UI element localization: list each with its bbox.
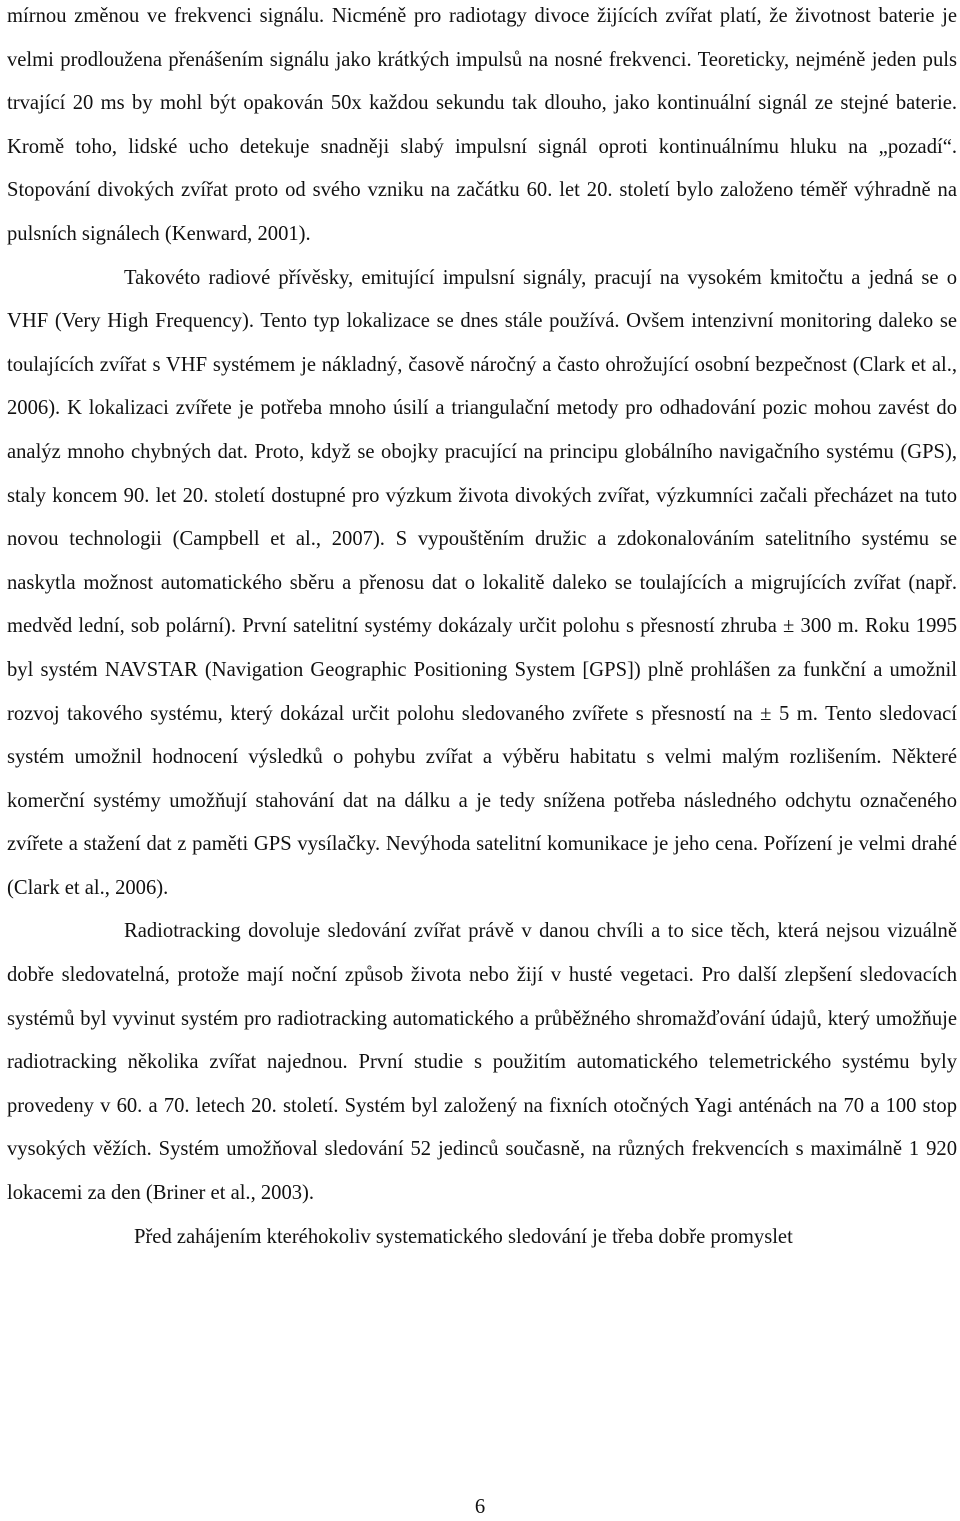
paragraph-radiotracking: Radiotracking dovoluje sledování zvířat právě v danou chvíli a to sice těch, která nejsou vizuálně dobře sledovatelná, protože mají noční způsob života nebo žijí v husté vegetaci. Pro další zlepšení sledovacích systémů byl vyvinut systém pro radiotracking automatického a průběžného shromažďování údajů, který umožňuje radiotracking několika zvířat najednou. První studie s použitím automatického telemetrického systému byly provedeny v 60. a 70. letech 20. století. Systém byl založený na fixních otočných Yagi anténách na 70 a 100 stop vysokých věžích. Systém umožňoval sledování 52 jedinců současně, na různých frekvencích s maximálně 1 920 lokacemi za den (Briner et al., 2003). (7, 920, 957, 1205)
page-number: 6 (474, 1496, 486, 1518)
body-text (7, 0, 957, 1259)
paragraph-radio-tags: Takovéto radiové přívěsky, emitující impulsní signály, pracují na vysokém kmitočtu a jedná se o VHF (Very High Frequency). Tento typ lokalizace se dnes stále používá. Ovšem intenzivní monitoring daleko se toulajících zvířat s VHF systémem je nákladný, časově náročný a často ohrožující osobní bezpečnost (Clark et al., 2006). K lokalizaci zvířete je potřeba mnoho úsilí a triangulační metody pro odhadování pozic mohou zavést do analýz mnoho chybných dat. Proto, když se obojky pracující na principu globálního navigačního systému (GPS), staly koncem 90. let 20. století dostupné pro výzkum života divokých zvířat, výzkumníci začali přecházet na tuto novou technologii (Campbell et al., 2007). S vypouštěním družic a zdokonalováním satelitního systému se naskytla možnost automatického sběru a přenosu dat o lokalitě daleko se toulajících a migrujících zvířat (např. medvěd lední, sob polární). První satelitní systémy dokázaly určit polohu s přesností zhruba ± 300 m. Roku 1995 byl systém NAVSTAR (Navigation Geographic Positioning System [GPS]) plně prohlášen za funkční a umožnil rozvoj takového systému, který dokázal určit polohu sledovaného zvířete s přesností na ± 5 m. Tento sledovací systém umožnil hodnocení výsledků o pohybu zvířat a výběru habitatu s velmi malým rozlišením. Některé komerční systémy umožňují stahování dat na dálku a je tedy snížena potřeba následného odchytu označeného zvířete a stažení dat z paměti GPS vysílačky. Nevýhoda satelitní komunikace je jeho cena. Pořízení je velmi drahé (Clark et al., 2006). (7, 266, 957, 899)
paragraph-systematic-tracking: Před zahájením kteréhokoliv systematického sledování je třeba dobře promyslet (134, 1225, 793, 1248)
paragraph-continued: mírnou změnou ve frekvenci signálu. Nicméně pro radiotagy divoce žijících zvířat platí, že životnost baterie je velmi prodloužena přenášením signálu jako krátkých impulsů na nosné frekvenci. Teoreticky, nejméně jeden puls trvající 20 ms by mohl být opakován 50x každou sekundu tak dlouho, jako kontinuální signál ze stejné baterie. Kromě toho, lidské ucho detekuje snadněji slabý impulsní signál oproti kontinuálnímu hluku na „pozadí“. Stopování divokých zvířat proto od svého vzniku na začátku 60. let 20. století bylo založeno téměř výhradně na pulsních signálech (Kenward, 2001). (7, 5, 957, 245)
